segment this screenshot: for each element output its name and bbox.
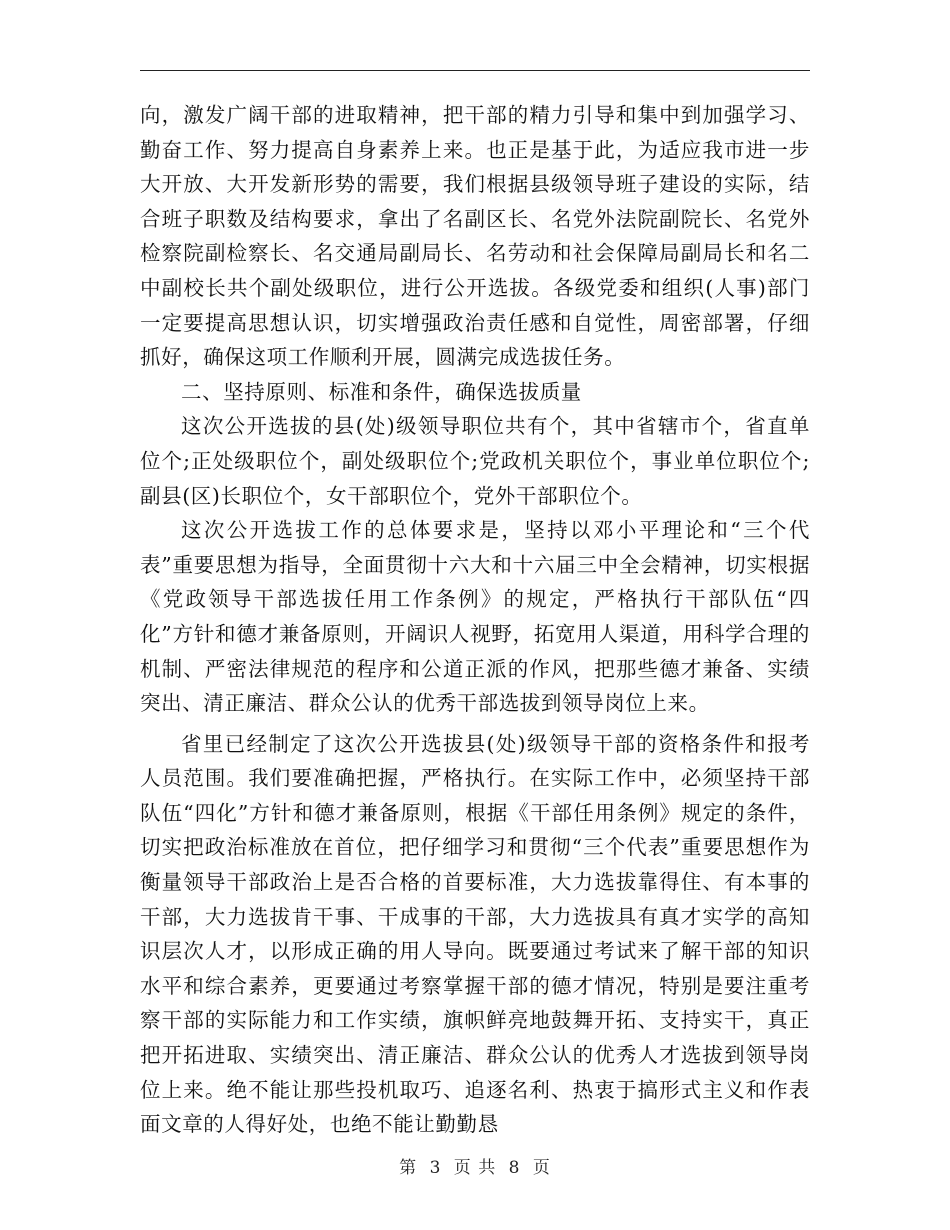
footer-prefix: 第: [399, 1158, 418, 1178]
header-rule: [140, 70, 810, 71]
page-footer: [0, 1153, 950, 1178]
footer-middle: 页 共: [453, 1158, 497, 1178]
paragraph: 这次公开选拔的县(处)级领导职位共有个，其中省辖市个，省直单位个;正处级职位个，副处级职位个;党政机关职位个，事业单位职位个;副县(区)长职位个，女干部职位个，党外干部职位个。: [140, 414, 810, 508]
document-body: [140, 98, 810, 1142]
section-heading: 二、坚持原则、标准和条件，确保选拔质量: [181, 379, 582, 404]
paragraph-continuation: 向，激发广阔干部的进取精神，把干部的精力引导和集中到加强学习、勤奋工作、努力提高自身素养上来。也正是基于此，为适应我市进一步大开放、大开发新形势的需要，我们根据县级领导班子建设的实际，结合班子职数及结构要求，拿出了名副区长、名党外法院副院长、名党外检察院副检察长、名交通局副局长、名劳动和社会保障局副局长和名二中副校长共个副处级职位，进行公开选拔。各级党委和组织(人事)部门一定要提高思想认识，切实增强政治责任感和自觉性，周密部署，仔细抓好，确保这项工作顺利开展，圆满完成选拔任务。: [140, 103, 810, 370]
paragraph: 这次公开选拔工作的总体要求是，坚持以邓小平理论和“三个代表”重要思想为指导，全面贯彻十六大和十六届三中全会精神，切实根据《党政领导干部选拔任用工作条例》的规定，严格执行干部队伍“四化”方针和德才兼备原则，开阔识人视野，拓宽用人渠道，用科学合理的机制、严密法律规范的程序和公道正派的作风，把那些德才兼备、实绩突出、清正廉洁、群众公认的优秀干部选拔到领导岗位上来。: [140, 518, 810, 716]
paragraph: 省里已经制定了这次公开选拔县(处)级领导干部的资格条件和报考人员范围。我们要准确把握，严格执行。在实际工作中，必须坚持干部队伍“四化”方针和德才兼备原则，根据《干部任用条例》规定的条件，切实把政治标准放在首位，把仔细学习和贯彻“三个代表”重要思想作为衡量领导干部政治上是否合格的首要标准，大力选拔靠得住、有本事的干部，大力选拔肯干事、干成事的干部，大力选拔具有真才实学的高知识层次人才，以形成正确的用人导向。既要通过考试来了解干部的知识水平和综合素养，更要通过考察掌握干部的德才情况，特别是要注重考察干部的实际能力和工作实绩，旗帜鲜亮地鼓舞开拓、支持实干，真正把开拓进取、实绩突出、清正廉洁、群众公认的优秀人才选拔到领导岗位上来。绝不能让那些投机取巧、追逐名利、热衷于搞形式主义和作表面文章的人得好处，也绝不能让勤勤恳: [140, 731, 810, 1137]
total-pages-number: 8: [508, 1158, 521, 1178]
footer-suffix: 页: [532, 1158, 551, 1178]
current-page-number: 3: [429, 1158, 442, 1178]
